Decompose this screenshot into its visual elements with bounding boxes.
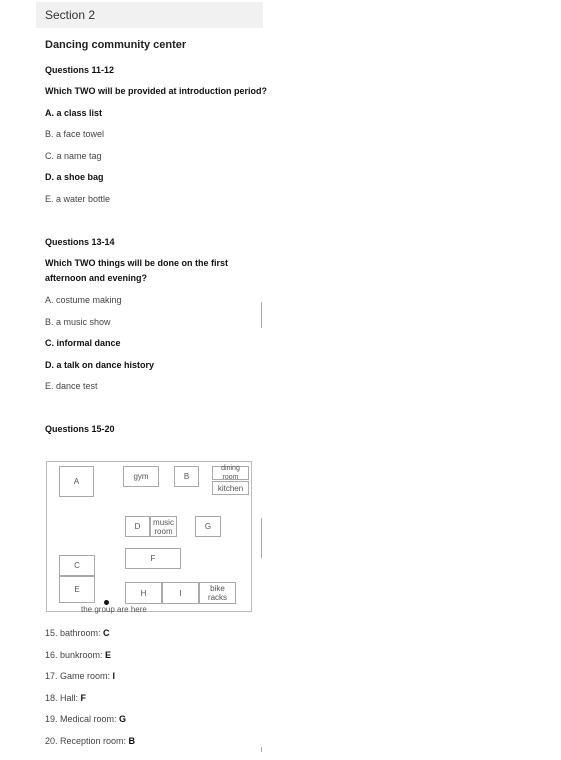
option-11-a: A. a class list <box>45 108 103 118</box>
answer-18: 18. Hall: F <box>45 693 87 703</box>
room-bike-racks: bike racks <box>199 582 236 604</box>
page-title: Dancing community center <box>45 39 187 51</box>
option-11-c: C. a name tag <box>45 151 102 161</box>
room-c: C <box>59 555 95 576</box>
room-h: H <box>125 582 162 604</box>
room-a: A <box>59 466 94 497</box>
option-13-b: B. a music show <box>45 317 111 327</box>
room-i: I <box>162 582 199 604</box>
group-location-label: the group are here <box>81 605 147 614</box>
room-e: E <box>59 576 95 603</box>
room-d: D <box>125 516 150 537</box>
room-dining: dining room <box>212 466 249 480</box>
scrollbar-thumb[interactable] <box>261 302 262 328</box>
room-kitchen: kitchen <box>212 481 249 495</box>
room-gym: gym <box>123 466 159 487</box>
option-11-e: E. a water bottle <box>45 194 111 204</box>
questions-13-14-heading: Questions 13-14 <box>45 237 115 247</box>
option-13-a: A. costume making <box>45 295 122 305</box>
questions-13-14-prompt: Which TWO things will be done on the first afternoon and evening? <box>45 258 228 283</box>
room-f: F <box>125 548 181 569</box>
answer-19: 19. Medical room: G <box>45 714 127 724</box>
answer-15: 15. bathroom: C <box>45 628 110 638</box>
option-11-d: D. a shoe bag <box>45 172 104 182</box>
scrollbar-tick <box>261 747 262 752</box>
option-13-d: D. a talk on dance history <box>45 360 155 370</box>
answer-20: 20. Reception room: B <box>45 736 136 746</box>
answer-16: 16. bunkroom: E <box>45 650 112 660</box>
room-music: music room <box>150 516 177 537</box>
room-b: B <box>174 466 199 487</box>
answer-17: 17. Game room: I <box>45 671 116 681</box>
questions-15-20-heading: Questions 15-20 <box>45 424 115 434</box>
room-g: G <box>195 516 221 537</box>
option-13-e: E. dance test <box>45 381 98 391</box>
campus-map <box>46 461 252 612</box>
option-13-c: C. informal dance <box>45 338 121 348</box>
option-11-b: B. a face towel <box>45 129 105 139</box>
scrollbar-thumb-secondary[interactable] <box>261 518 262 558</box>
questions-11-12-prompt: Which TWO will be provided at introduction period? <box>45 86 267 96</box>
section-header: Section 2 <box>36 2 263 28</box>
questions-11-12-heading: Questions 11-12 <box>45 65 115 75</box>
